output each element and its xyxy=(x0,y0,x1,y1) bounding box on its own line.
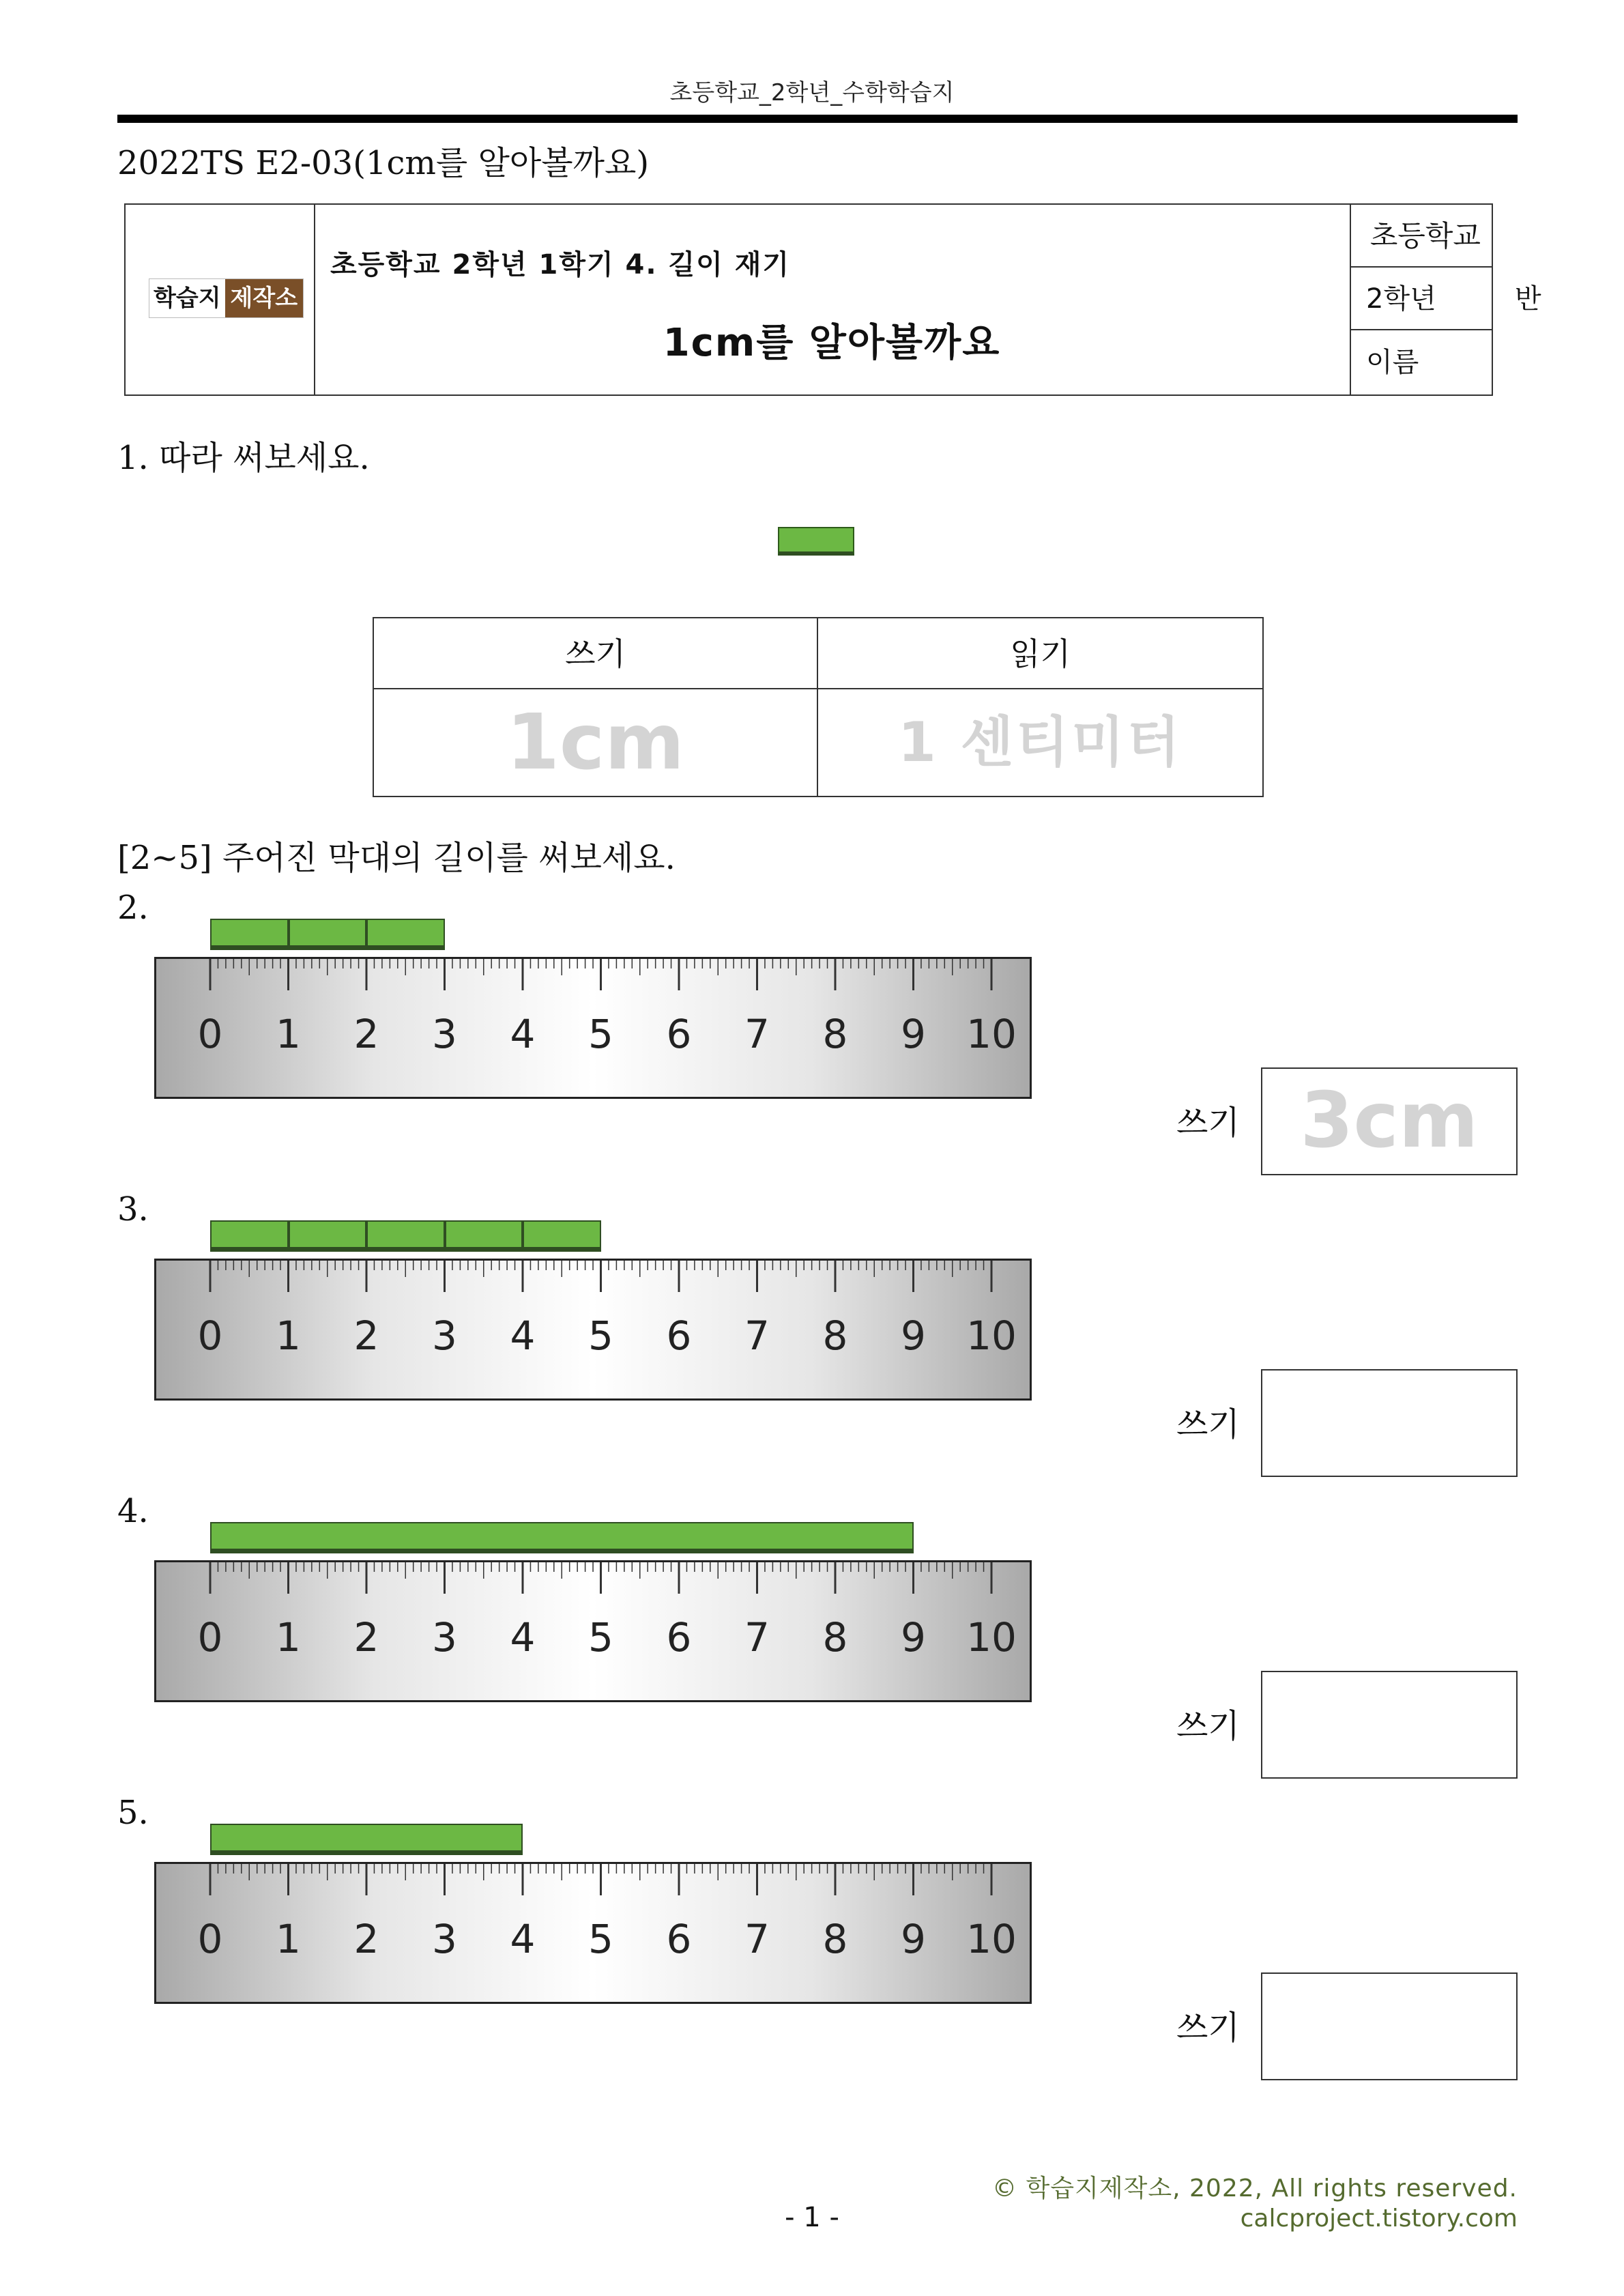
write-trace-example[interactable]: 1cm xyxy=(374,689,818,796)
ruler-label: 0 xyxy=(197,1916,223,1962)
question-2-number: 2. xyxy=(117,889,149,927)
question-5-number: 5. xyxy=(117,1794,149,1832)
stick-segment xyxy=(210,919,289,950)
questions-2-5-title: [2~5] 주어진 막대의 길이를 써보세요. xyxy=(117,839,676,877)
ruler-label: 1 xyxy=(276,1312,301,1359)
copyright-notice: © 학습지제작소, 2022, All rights reserved. xyxy=(992,2175,1518,2202)
write-label: 쓰기 xyxy=(1176,1405,1240,1444)
ruler-label: 7 xyxy=(744,1011,770,1057)
ruler-label: 9 xyxy=(901,1011,926,1057)
ruler-label: 1 xyxy=(276,1916,301,1962)
ruler-label: 8 xyxy=(822,1011,848,1057)
ruler-label: 3 xyxy=(432,1312,457,1359)
ruler-label: 1 xyxy=(276,1011,301,1057)
question-3-number: 3. xyxy=(117,1190,149,1229)
ruler-label: 10 xyxy=(966,1011,1017,1057)
ruler-label: 4 xyxy=(510,1916,536,1962)
lesson-title: 1cm를 알아볼까요 xyxy=(663,321,1001,365)
ruler-label: 2 xyxy=(353,1916,379,1962)
grade-class-field[interactable] xyxy=(1351,268,1541,330)
logo-text-part1: 학습지 xyxy=(149,279,225,317)
ruler-label: 3 xyxy=(432,1916,457,1962)
ruler-label: 10 xyxy=(966,1916,1017,1962)
stick-segment xyxy=(210,1220,289,1252)
ruler-label: 9 xyxy=(901,1312,926,1359)
unit-title: 초등학교 2학년 1학기 4. 길이 재기 xyxy=(330,249,790,281)
school-field[interactable]: 초등학교 xyxy=(1351,205,1493,268)
logo-cell xyxy=(126,205,315,394)
stick-segment xyxy=(366,1220,445,1252)
document-code: 2022TS E2-03(1cm를 알아볼까요) xyxy=(117,144,650,182)
ruler-label: 5 xyxy=(588,1614,613,1661)
read-column-header: 읽기 xyxy=(818,618,1262,689)
ruler-label: 5 xyxy=(588,1916,613,1962)
stick-bar xyxy=(210,1522,914,1553)
read-trace-example[interactable]: 1 센티미터 xyxy=(898,711,1183,774)
ruler-ticks xyxy=(156,1864,1030,1919)
ruler-label: 10 xyxy=(966,1312,1017,1359)
ruler-label: 4 xyxy=(510,1614,536,1661)
header-rule xyxy=(117,115,1518,123)
page-number: - 1 - xyxy=(785,2202,839,2233)
ruler-label: 2 xyxy=(353,1614,379,1661)
ruler-ticks xyxy=(156,1261,1030,1315)
ruler-label: 7 xyxy=(744,1614,770,1661)
class-label: 반 xyxy=(1515,283,1541,315)
info-table xyxy=(124,203,1541,396)
ruler xyxy=(154,1560,1032,1702)
site-url: calcproject.tistory.com xyxy=(1240,2205,1518,2233)
ruler-label: 0 xyxy=(197,1011,223,1057)
answer-box[interactable] xyxy=(1261,1369,1518,1477)
ruler-label: 9 xyxy=(901,1916,926,1962)
ruler xyxy=(154,1862,1032,2004)
ruler-label: 8 xyxy=(822,1614,848,1661)
publisher-logo xyxy=(149,278,304,318)
answer-box[interactable] xyxy=(1261,1972,1518,2080)
ruler-label: 6 xyxy=(666,1312,692,1359)
stick-segment xyxy=(445,1220,523,1252)
stick-segment xyxy=(523,1220,601,1252)
ruler-label: 10 xyxy=(966,1614,1017,1661)
write-read-table xyxy=(373,617,1264,797)
ruler-label: 6 xyxy=(666,1916,692,1962)
answer-box[interactable] xyxy=(1261,1671,1518,1779)
grade-label: 2학년 xyxy=(1366,283,1436,315)
ruler-ticks xyxy=(156,1562,1030,1617)
ruler xyxy=(154,957,1032,1099)
ruler-label: 3 xyxy=(432,1011,457,1057)
student-info-cell xyxy=(1350,205,1541,394)
ruler-label: 2 xyxy=(353,1312,379,1359)
ruler-label: 1 xyxy=(276,1614,301,1661)
stick-bar xyxy=(210,1824,523,1855)
running-header: 초등학교_2학년_수학학습지 xyxy=(669,79,955,106)
ruler-label: 3 xyxy=(432,1614,457,1661)
ruler-label: 2 xyxy=(353,1011,379,1057)
name-field[interactable]: 이름 xyxy=(1366,347,1419,378)
answer-box[interactable]: 3cm xyxy=(1261,1067,1518,1175)
write-column-header: 쓰기 xyxy=(374,618,818,689)
ruler-label: 5 xyxy=(588,1011,613,1057)
write-label: 쓰기 xyxy=(1176,1707,1240,1745)
ruler-label: 4 xyxy=(510,1312,536,1359)
ruler-label: 0 xyxy=(197,1614,223,1661)
question-1-title: 1. 따라 써보세요. xyxy=(117,439,370,477)
ruler-label: 6 xyxy=(666,1614,692,1661)
write-label: 쓰기 xyxy=(1176,2009,1240,2047)
ruler-label: 7 xyxy=(744,1916,770,1962)
ruler-label: 4 xyxy=(510,1011,536,1057)
ruler-label: 0 xyxy=(197,1312,223,1359)
question-4-number: 4. xyxy=(117,1492,149,1530)
ruler-label: 8 xyxy=(822,1312,848,1359)
write-label: 쓰기 xyxy=(1176,1104,1240,1142)
logo-text-part2: 제작소 xyxy=(225,279,304,317)
ruler-label: 5 xyxy=(588,1312,613,1359)
ruler-label: 8 xyxy=(822,1916,848,1962)
one-cm-sample-stick xyxy=(778,527,854,556)
stick-segment xyxy=(289,919,367,950)
ruler xyxy=(154,1259,1032,1401)
stick-segment xyxy=(366,919,445,950)
ruler-label: 9 xyxy=(901,1614,926,1661)
ruler-label: 6 xyxy=(666,1011,692,1057)
stick-segment xyxy=(289,1220,367,1252)
ruler-ticks xyxy=(156,959,1030,1014)
ruler-label: 7 xyxy=(744,1312,770,1359)
